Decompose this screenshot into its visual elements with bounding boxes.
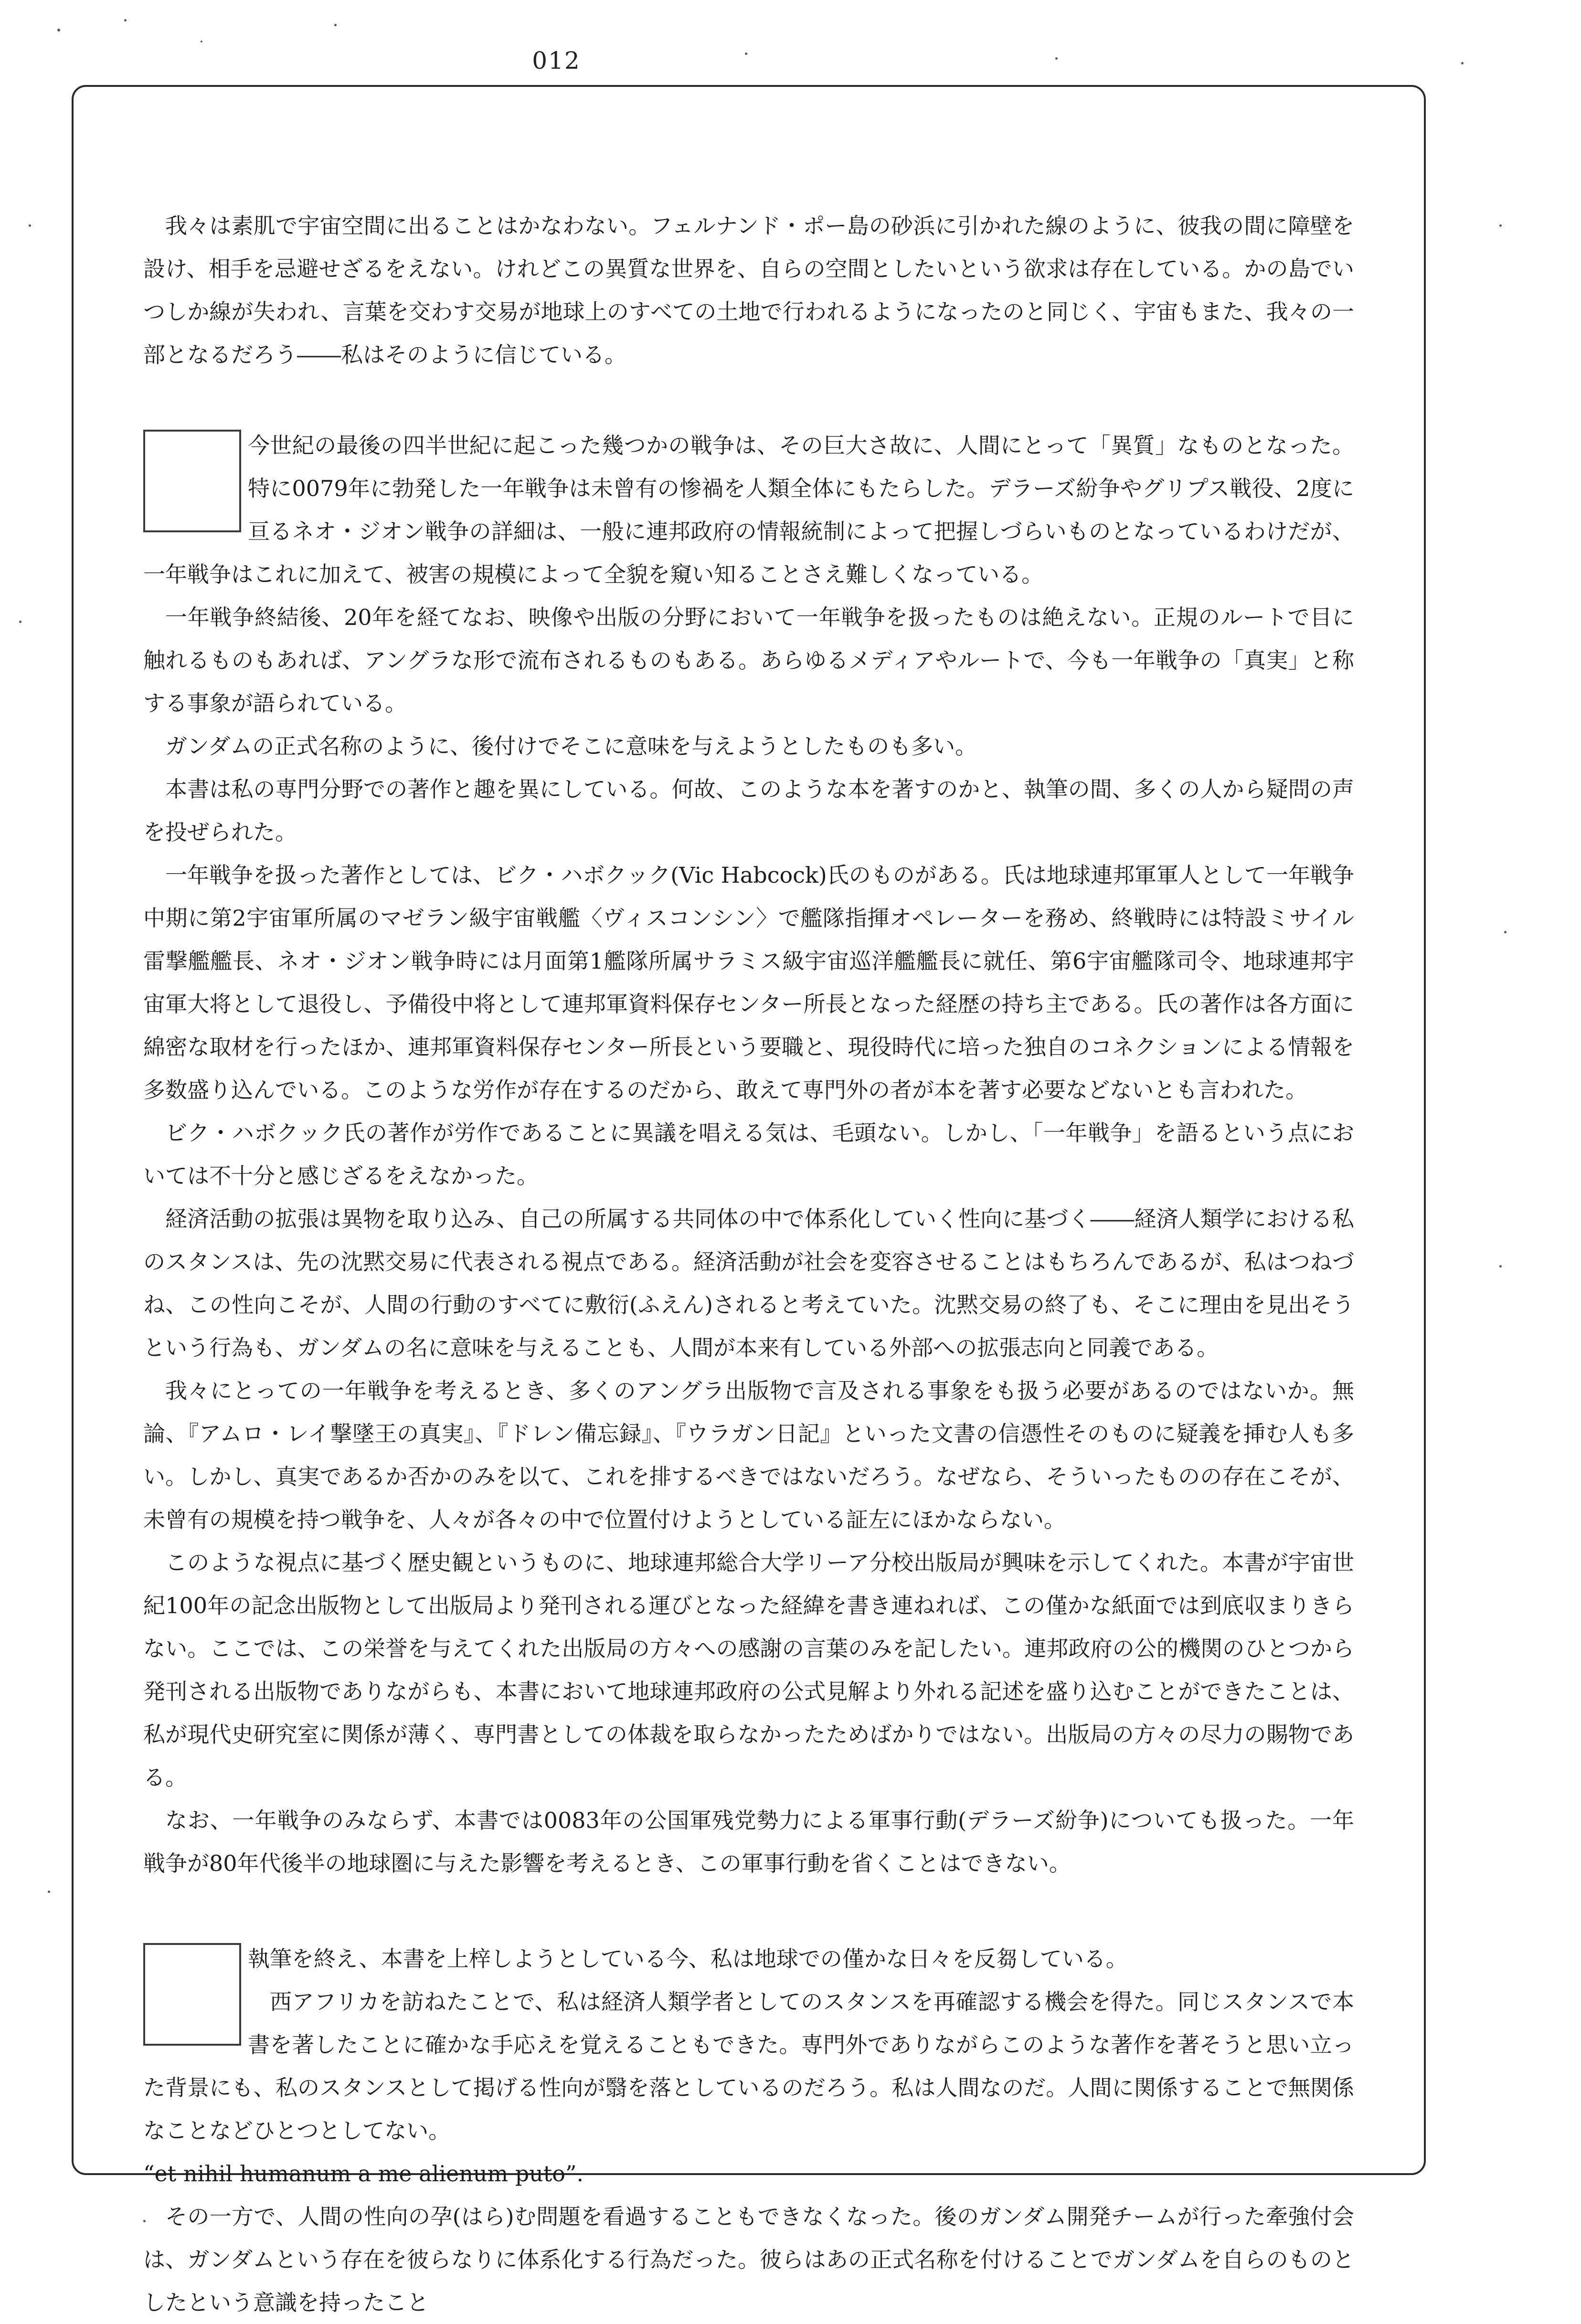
scan-speck	[29, 224, 31, 227]
drop-cap-box-2	[143, 1943, 241, 2046]
scan-speck	[124, 19, 127, 21]
page-content	[72, 85, 1426, 2315]
scan-speck	[1055, 57, 1058, 60]
drop-cap-box-1	[143, 430, 241, 532]
body-paragraph: 我々にとっての一年戦争を考えるとき、多くのアングラ出版物で言及される事象をも扱う必要があるのではないか。無論、『アムロ・レイ撃墜王の真実』、『ドレン備忘録』、『ウラガン日記』といった文書の信憑性そのものに疑義を挿む人も多い。しかし、真実であるか否かのみを以て、これを排するべきではないだろう。なぜなら、そういったものの存在こそが、未曾有の規模を持つ戦争を、人々が各々の中で位置付けようとしている証左にほかならない。	[143, 1378, 1354, 1532]
scan-speck	[1504, 931, 1507, 933]
scan-speck	[745, 53, 747, 55]
scan-speck	[1499, 224, 1502, 227]
body-paragraph: なお、一年戦争のみならず、本書では0083年の公国軍残党勢力による軍事行動(デラーズ紛争)についても扱った。一年戦争が80年代後半の地球圏に与えた影響を考えるとき、この軍事行動を省くことはできない。	[143, 1807, 1354, 1876]
latin-quote: “et nihil humanum a me alienum puto”.	[143, 2161, 584, 2187]
scan-speck	[19, 621, 21, 623]
body-paragraph: 執筆を終え、本書を上梓しようとしている今、私は地球での僅かな日々を反芻している。	[248, 1946, 1128, 1972]
scan-speck	[201, 41, 202, 42]
body-paragraph: 一年戦争を扱った著作としては、ビク・ハボクック(Vic Habcock)氏のものがある。氏は地球連邦軍軍人として一年戦争中期に第2宇宙軍所属のマゼラン級宇宙戦艦〈ヴィスコンシン〉で艦隊指揮オペレーターを務め、終戦時には特設ミサイル雷撃艦艦長、ネオ・ジオン戦争時には月面第1艦隊所属サラミス級宇宙巡洋艦艦長に就任、第6宇宙艦隊司令、地球連邦宇宙軍大将として退役し、予備役中将として連邦軍資料保存センター所長となった経歴の持ち主である。氏の著作は各方面に綿密な取材を行ったほか、連邦軍資料保存センター所長という要職と、現役時代に培った独自のコネクションによる情報を多数盛り込んでいる。このような労作が存在するのだから、敢えて専門外の者が本を著す必要などないとも言われた。	[143, 862, 1354, 1103]
body-paragraph: ガンダムの正式名称のように、後付けでそこに意味を与えようとしたものも多い。	[165, 733, 977, 759]
body-paragraph: 本書は私の専門分野での著作と趣を異にしている。何故、このような本を著すのかと、執筆の間、多くの人から疑問の声を投ぜられた。	[143, 776, 1354, 845]
body-paragraph: ビク・ハボクック氏の著作が労作であることに異議を唱える気は、毛頭ない。しかし、「一年戦争」を語るという点においては不十分と感じざるをえなかった。	[143, 1120, 1354, 1189]
scan-speck	[57, 29, 60, 32]
body-paragraph: このような視点に基づく歴史観というものに、地球連邦総合大学リーア分校出版局が興味を示してくれた。本書が宇宙世紀100年の記念出版物として出版局より発刊される運びとなった経緯を書き連ねれば、この僅かな紙面では到底収まりきらない。ここでは、この栄誉を与えてくれた出版局の方々への感謝の言葉のみを記したい。連邦政府の公的機関のひとつから発刊される出版物でありながらも、本書において地球連邦政府の公式見解より外れる記述を盛り込むことができたことは、私が現代史研究室に関係が薄く、専門書としての体裁を取らなかったためばかりではない。出版局の方々の尽力の賜物である。	[143, 1550, 1354, 1790]
scan-speck	[334, 24, 337, 26]
intro-paragraph: 我々は素肌で宇宙空間に出ることはかなわない。フェルナンド・ポー島の砂浜に引かれた線のように、彼我の間に障壁を設け、相手を忌避せざるをえない。けれどこの異質な世界を、自らの空間としたいという欲求は存在している。かの島でいつしか線が失われ、言葉を交わす交易が地球上のすべての土地で行われるようになったのと同じく、宇宙もまた、我々の一部となるだろう――私はそのように信じている。	[143, 213, 1354, 368]
body-paragraph: その一方で、人間の性向の孕(はら)む問題を看過することもできなくなった。後のガンダム開発チームが行った牽強付会は、ガンダムという存在を彼らなりに体系化する行為だった。彼らはあの正式名称を付けることでガンダムを自らのものとしたという意識を持ったこと	[143, 2204, 1354, 2315]
intro-section	[143, 204, 1354, 376]
page-number: 012	[532, 47, 581, 74]
scan-speck	[48, 1891, 50, 1893]
scan-speck	[1499, 1265, 1502, 1268]
body-paragraph: 今世紀の最後の四半世紀に起こった幾つかの戦争は、その巨大さ故に、人間にとって「異質」なものとなった。特に0079年に勃発した一年戦争は未曾有の惨禍を人類全体にもたらした。デラーズ紛争やグリプス戦役、2度に亘るネオ・ジオン戦争の詳細は、一般に連邦政府の情報統制によって把握しづらいものとなっているわけだが、一年戦争はこれに加えて、被害の規模によって全貌を窺い知ることさえ難しくなっている。	[143, 433, 1354, 587]
body-paragraph: 経済活動の拡張は異物を取り込み、自己の所属する共同体の中で体系化していく性向に基づく――経済人類学における私のスタンスは、先の沈黙交易に代表される視点である。経済活動が社会を変容させることはもちろんであるが、私はつねづね、この性向こそが、人間の行動のすべてに敷衍(ふえん)されると考えていた。沈黙交易の終了も、そこに理由を見出そうという行為も、ガンダムの名に意味を与えることも、人間が本来有している外部への拡張志向と同義である。	[143, 1206, 1354, 1361]
body-paragraph: 一年戦争終結後、20年を経てなお、映像や出版の分野において一年戦争を扱ったものは絶えない。正規のルートで目に触れるものもあれば、アングラな形で流布されるものもある。あらゆるメディアやルートで、今も一年戦争の「真実」と称する事象が語られている。	[143, 604, 1354, 716]
scan-speck	[1461, 62, 1464, 64]
section-two	[143, 1937, 1354, 2324]
body-paragraph: 西アフリカを訪ねたことで、私は経済人類学者としてのスタンスを再確認する機会を得た。同じスタンスで本書を著したことに確かな手応えを覚えることもできた。専門外でありながらこのような著作を著そうと思い立った背景にも、私のスタンスとして掲げる性向が翳を落としているのだろう。私は人間なのだ。人間に関係することで無関係なことなどひとつとしてない。	[143, 1989, 1354, 2144]
scan-speck	[143, 2220, 146, 2222]
section-one	[143, 424, 1354, 1885]
